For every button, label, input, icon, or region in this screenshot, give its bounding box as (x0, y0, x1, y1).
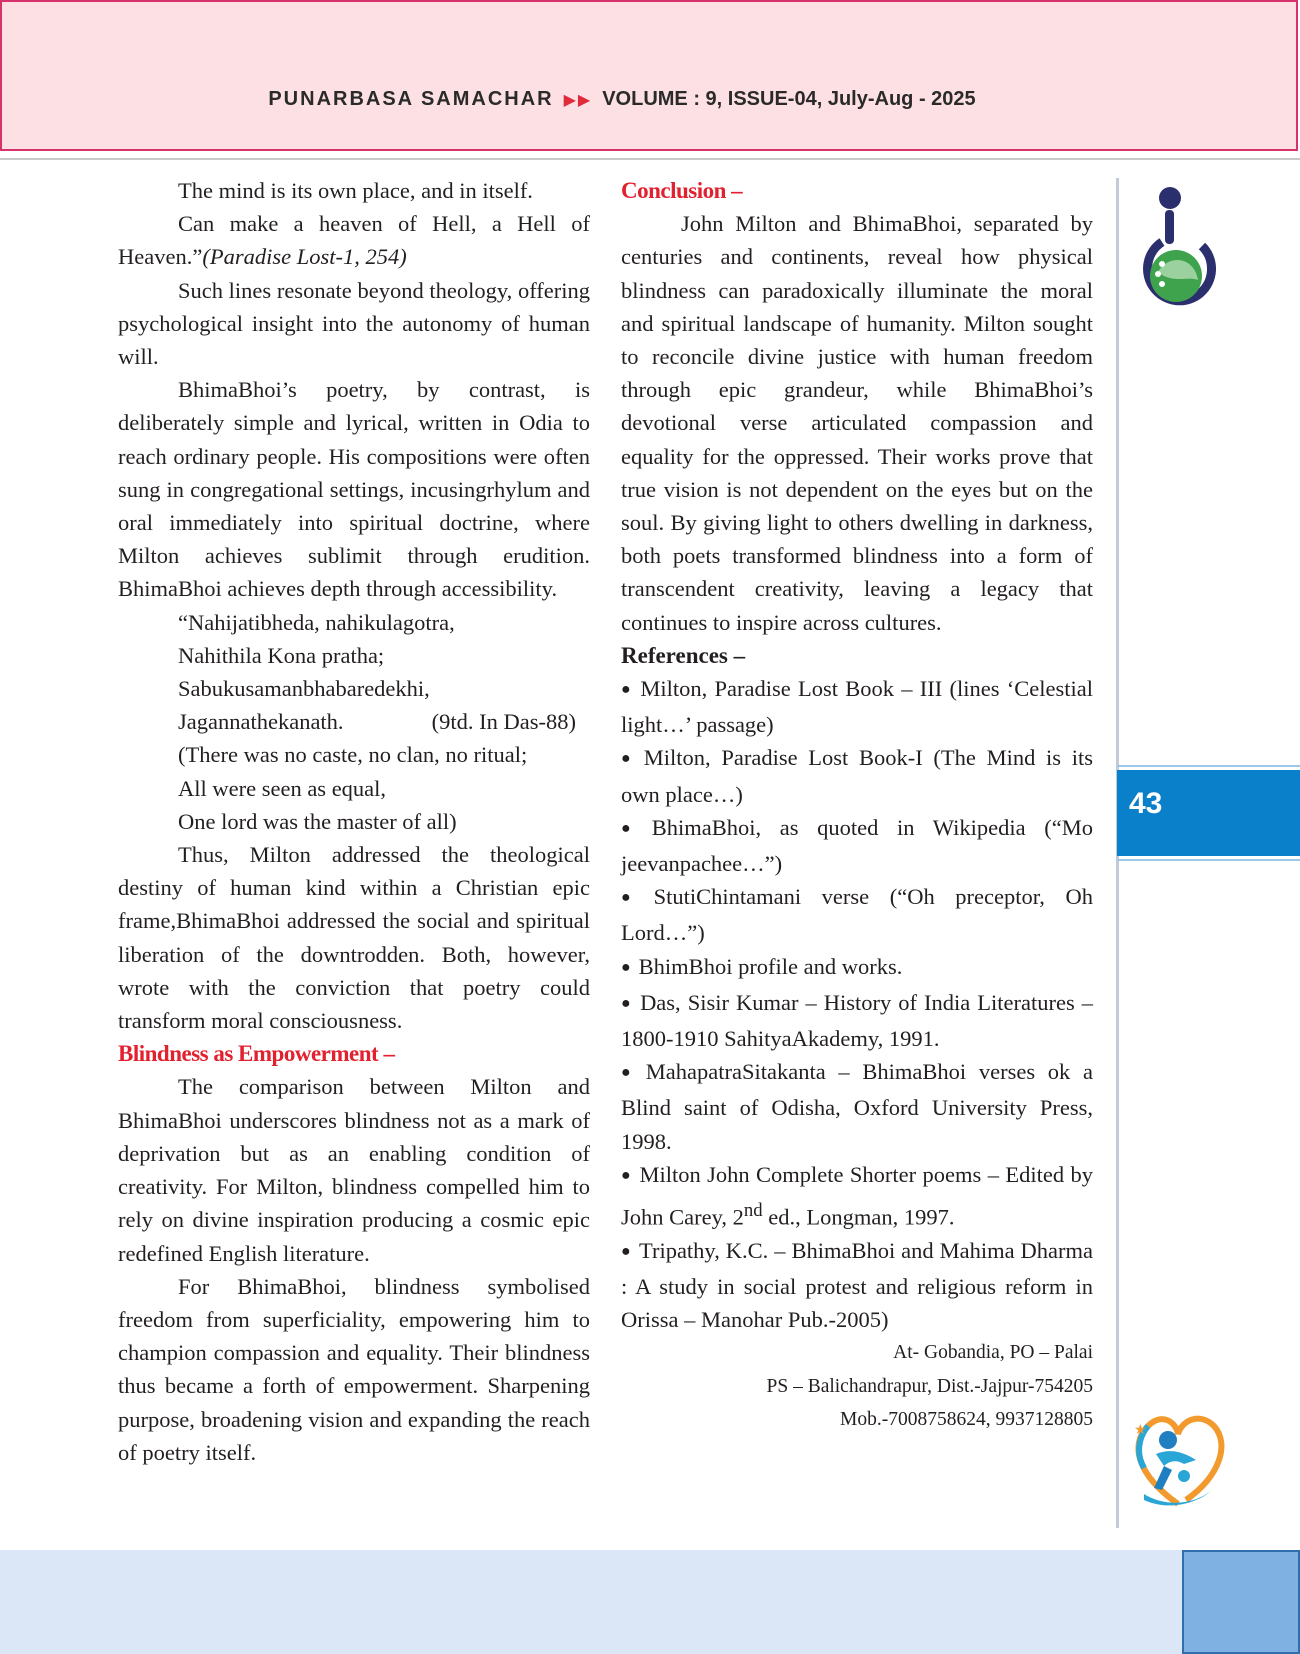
header-title (2, 88, 1242, 111)
paragraph: BhimaBhoi’s poetry, by contrast, is deliberately simple and lyrical, written in Odia to reach ordinary people. His compositions were often sung in congregational settings, incusingrhylum and oral immediately into spiritual doctrine, where Milton achieves sublimit through erudition. BhimaBhoi achieves depth through accessibility. (118, 377, 590, 602)
accessibility-wheelchair-logo (1132, 184, 1216, 324)
reference-text: MahapatraSitakanta – BhimaBhoi verses ok a Blind saint of Odisha, Oxford University Press, 1998. (621, 1059, 1093, 1154)
bullet-icon: ● (621, 1242, 631, 1260)
right-column (621, 174, 1093, 1436)
section-heading-blindness: Blindness as Empowerment – (118, 1041, 395, 1067)
reference-text: Milton John Complete Shorter poems – Edited by John Carey, 2 (621, 1161, 1093, 1230)
volume-info: VOLUME : 9, ISSUE-04, July-Aug - 2025 (602, 88, 976, 110)
bullet-icon: ● (621, 889, 646, 907)
reference-text: BhimBhoi profile and works. (638, 953, 903, 979)
verse-line: Nahithila Kona pratha; (178, 642, 385, 668)
footer-corner-box (1182, 1550, 1300, 1654)
section-heading-references: References – (621, 642, 746, 668)
verse-citation: (9td. In Das-88) (431, 709, 576, 735)
page-footer (0, 1550, 1300, 1654)
citation: (Paradise Lost-1, 254) (202, 244, 407, 270)
bullet-icon: ● (621, 1166, 632, 1184)
reference-text: Milton, Paradise Lost Book-I (The Mind is its own place…) (621, 745, 1093, 807)
verse-line: “Nahijatibheda, nahikulagotra, (178, 609, 455, 635)
verse-line: Sabukusamanbhabaredekhi, (178, 676, 430, 702)
paragraph: The comparison between Milton and BhimaBhoi underscores blindness not as a mark of deprivation but as an enabling condition of creativity. For Milton, blindness compelled him to rely on divine inspiration producing a cosmic epic redefined English literature. (118, 1074, 590, 1266)
page-number-rule-top (1117, 765, 1300, 767)
reference-item (621, 950, 1093, 986)
verse-line (118, 705, 590, 738)
reference-text: Milton, Paradise Lost Book – III (lines ‘Celestial light…’ passage) (621, 676, 1093, 738)
reference-item (621, 1158, 1093, 1234)
section-heading-conclusion: Conclusion – (621, 178, 743, 203)
page-header (0, 0, 1298, 151)
reference-item (621, 986, 1093, 1055)
svg-text:★: ★ (1134, 1422, 1147, 1438)
reference-text: Das, Sisir Kumar – History of India Literatures – 1800-1910 SahityaAkademy, 1991. (621, 989, 1093, 1052)
reference-item (621, 811, 1093, 880)
verse-line: (There was no caste, no clan, no ritual; (178, 742, 528, 768)
header-divider (0, 158, 1300, 160)
reference-text: ed., Longman, 1997. (762, 1204, 955, 1230)
bullet-icon: ● (621, 819, 644, 837)
reference-text: Tripathy, K.C. – BhimaBhoi and Mahima Dharma : A study in social protest and religious reform in Orissa – Manohar Pub.-2005) (621, 1237, 1093, 1333)
author-address: PS – Balichandrapur, Dist.-Jajpur-754205 (766, 1375, 1093, 1397)
heart-care-hands-logo (1126, 1404, 1230, 1518)
bullet-icon: ● (621, 681, 633, 699)
reference-item (621, 672, 1093, 741)
page-number: 43 (1129, 787, 1163, 820)
bullet-icon: ● (621, 1064, 638, 1082)
bullet-icon: ● (621, 750, 636, 768)
author-address: At- Gobandia, PO – Palai (893, 1342, 1093, 1364)
reference-item (621, 741, 1093, 810)
paragraph: For BhimaBhoi, blindness symbolised freedom from superficiality, empowering him to champion compassion and equality. Their blindness thus became a forth of empowerment. Sharpening purpose, broadening vision and expanding the reach of poetry itself. (118, 1273, 590, 1465)
reference-item (621, 1234, 1093, 1337)
verse-line: One lord was the master of all) (178, 808, 457, 834)
reference-item (621, 1055, 1093, 1158)
left-column (118, 174, 590, 1469)
bullet-icon: ● (621, 994, 633, 1012)
paragraph (118, 207, 590, 273)
page-number-rule-bottom (1117, 859, 1300, 861)
bullet-icon: ● (621, 958, 631, 976)
paragraph: The mind is its own place, and in itself. (178, 178, 533, 203)
quote-text: Can make a heaven of Hell, a Hell of Heaven.” (118, 211, 590, 270)
verse-line: All were seen as equal, (178, 775, 387, 801)
verse-text: Jagannathekanath. (178, 709, 344, 735)
reference-item (621, 880, 1093, 949)
paragraph: Thus, Milton addressed the theological destiny of human kind within a Christian epic frame,BhimaBhoi addressed the social and spiritual liberation of the downtrodden. Both, however, wrote with the conviction that poetry could transform moral consciousness. (118, 842, 590, 1034)
author-contact: Mob.-7008758624, 9937128805 (840, 1408, 1093, 1430)
double-arrow-icon: ▶▶ (563, 92, 593, 109)
paragraph: Such lines resonate beyond theology, offering psychological insight into the autonomy of human will. (118, 277, 590, 370)
superscript: nd (743, 1200, 763, 1222)
reference-text: BhimaBhoi, as quoted in Wikipedia (“Mo jeevanpachee…”) (621, 814, 1093, 877)
conclusion-paragraph: John Milton and BhimaBhoi, separated by centuries and continents, reveal how physical blindness can paradoxically illuminate the moral and spiritual landscape of humanity. Milton sought to reconcile divine justice with human freedom through epic grandeur, while BhimaBhoi’s devotional verse articulated compassion and equality for the oppressed. Their works prove that true vision is not dependent on the eyes but on the soul. By giving light to others dwelling in darkness, both poets transformed blindness into a form of transcendent creativity, leaving a legacy that continues to inspire across cultures. (621, 211, 1093, 635)
publication-name: PUNARBASA SAMACHAR (268, 88, 554, 110)
reference-text: StutiChintamani verse (“Oh preceptor, Oh Lord…”) (621, 884, 1093, 946)
